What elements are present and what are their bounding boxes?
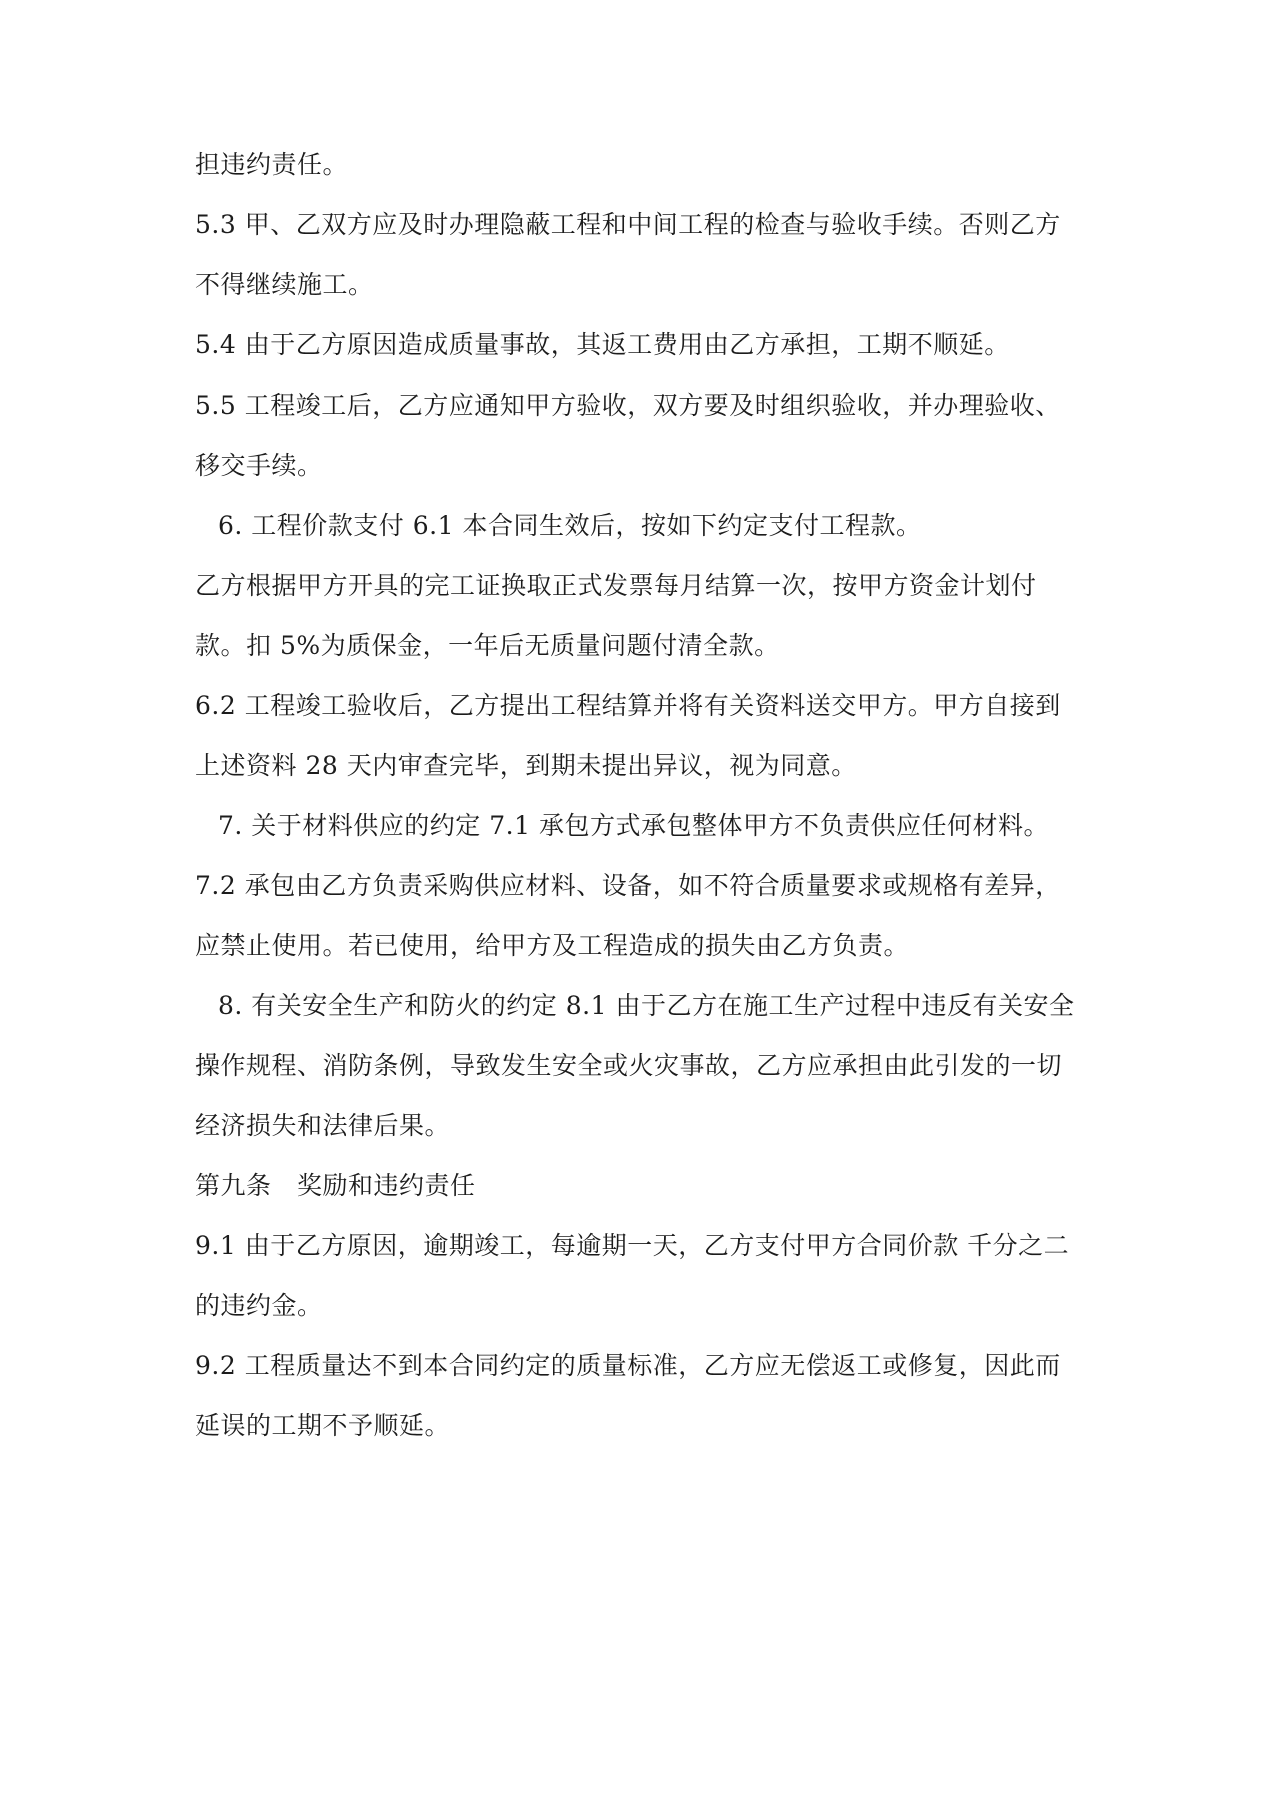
text-line: 5.3 甲、乙双方应及时办理隐蔽工程和中间工程的检查与验收手续。否则乙方: [195, 210, 1061, 239]
section-heading-line: 8. 有关安全生产和防火的约定 8.1 由于乙方在施工生产过程中违反有关安全: [218, 991, 1075, 1020]
article-heading: 第九条 奖励和违约责任: [195, 1171, 476, 1200]
section-heading-line: 7. 关于材料供应的约定 7.1 承包方式承包整体甲方不负责供应任何材料。: [218, 811, 1049, 840]
text-line: 应禁止使用。若已使用，给甲方及工程造成的损失由乙方负责。: [195, 931, 910, 960]
text-line: 6.2 工程竣工验收后，乙方提出工程结算并将有关资料送交甲方。甲方自接到: [195, 691, 1061, 720]
text-line: 的违约金。: [195, 1291, 323, 1320]
text-line: 移交手续。: [195, 451, 323, 480]
text-line: 9.2 工程质量达不到本合同约定的质量标准，乙方应无偿返工或修复，因此而: [195, 1351, 1061, 1380]
text-line: 9.1 由于乙方原因，逾期竣工，每逾期一天，乙方支付甲方合同价款 千分之二: [195, 1231, 1070, 1260]
text-line: 5.4 由于乙方原因造成质量事故，其返工费用由乙方承担，工期不顺延。: [195, 330, 1010, 359]
text-line: 款。扣 5%为质保金，一年后无质量问题付清全款。: [195, 631, 780, 660]
text-line: 乙方根据甲方开具的完工证换取正式发票每月结算一次，按甲方资金计划付: [195, 571, 1037, 600]
text-line: 上述资料 28 天内审查完毕，到期未提出异议，视为同意。: [195, 751, 857, 780]
section-heading-line: 6. 工程价款支付 6.1 本合同生效后，按如下约定支付工程款。: [218, 511, 922, 540]
text-line: 担违约责任。: [195, 150, 349, 179]
text-line: 7.2 承包由乙方负责采购供应材料、设备，如不符合质量要求或规格有差异，: [195, 871, 1061, 900]
text-line: 不得继续施工。: [195, 270, 374, 299]
text-line: 经济损失和法律后果。: [195, 1111, 451, 1140]
text-line: 5.5 工程竣工后，乙方应通知甲方验收，双方要及时组织验收，并办理验收、: [195, 391, 1061, 420]
text-line: 操作规程、消防条例，导致发生安全或火灾事故，乙方应承担由此引发的一切: [195, 1051, 1063, 1080]
text-line: 延误的工期不予顺延。: [195, 1411, 451, 1440]
